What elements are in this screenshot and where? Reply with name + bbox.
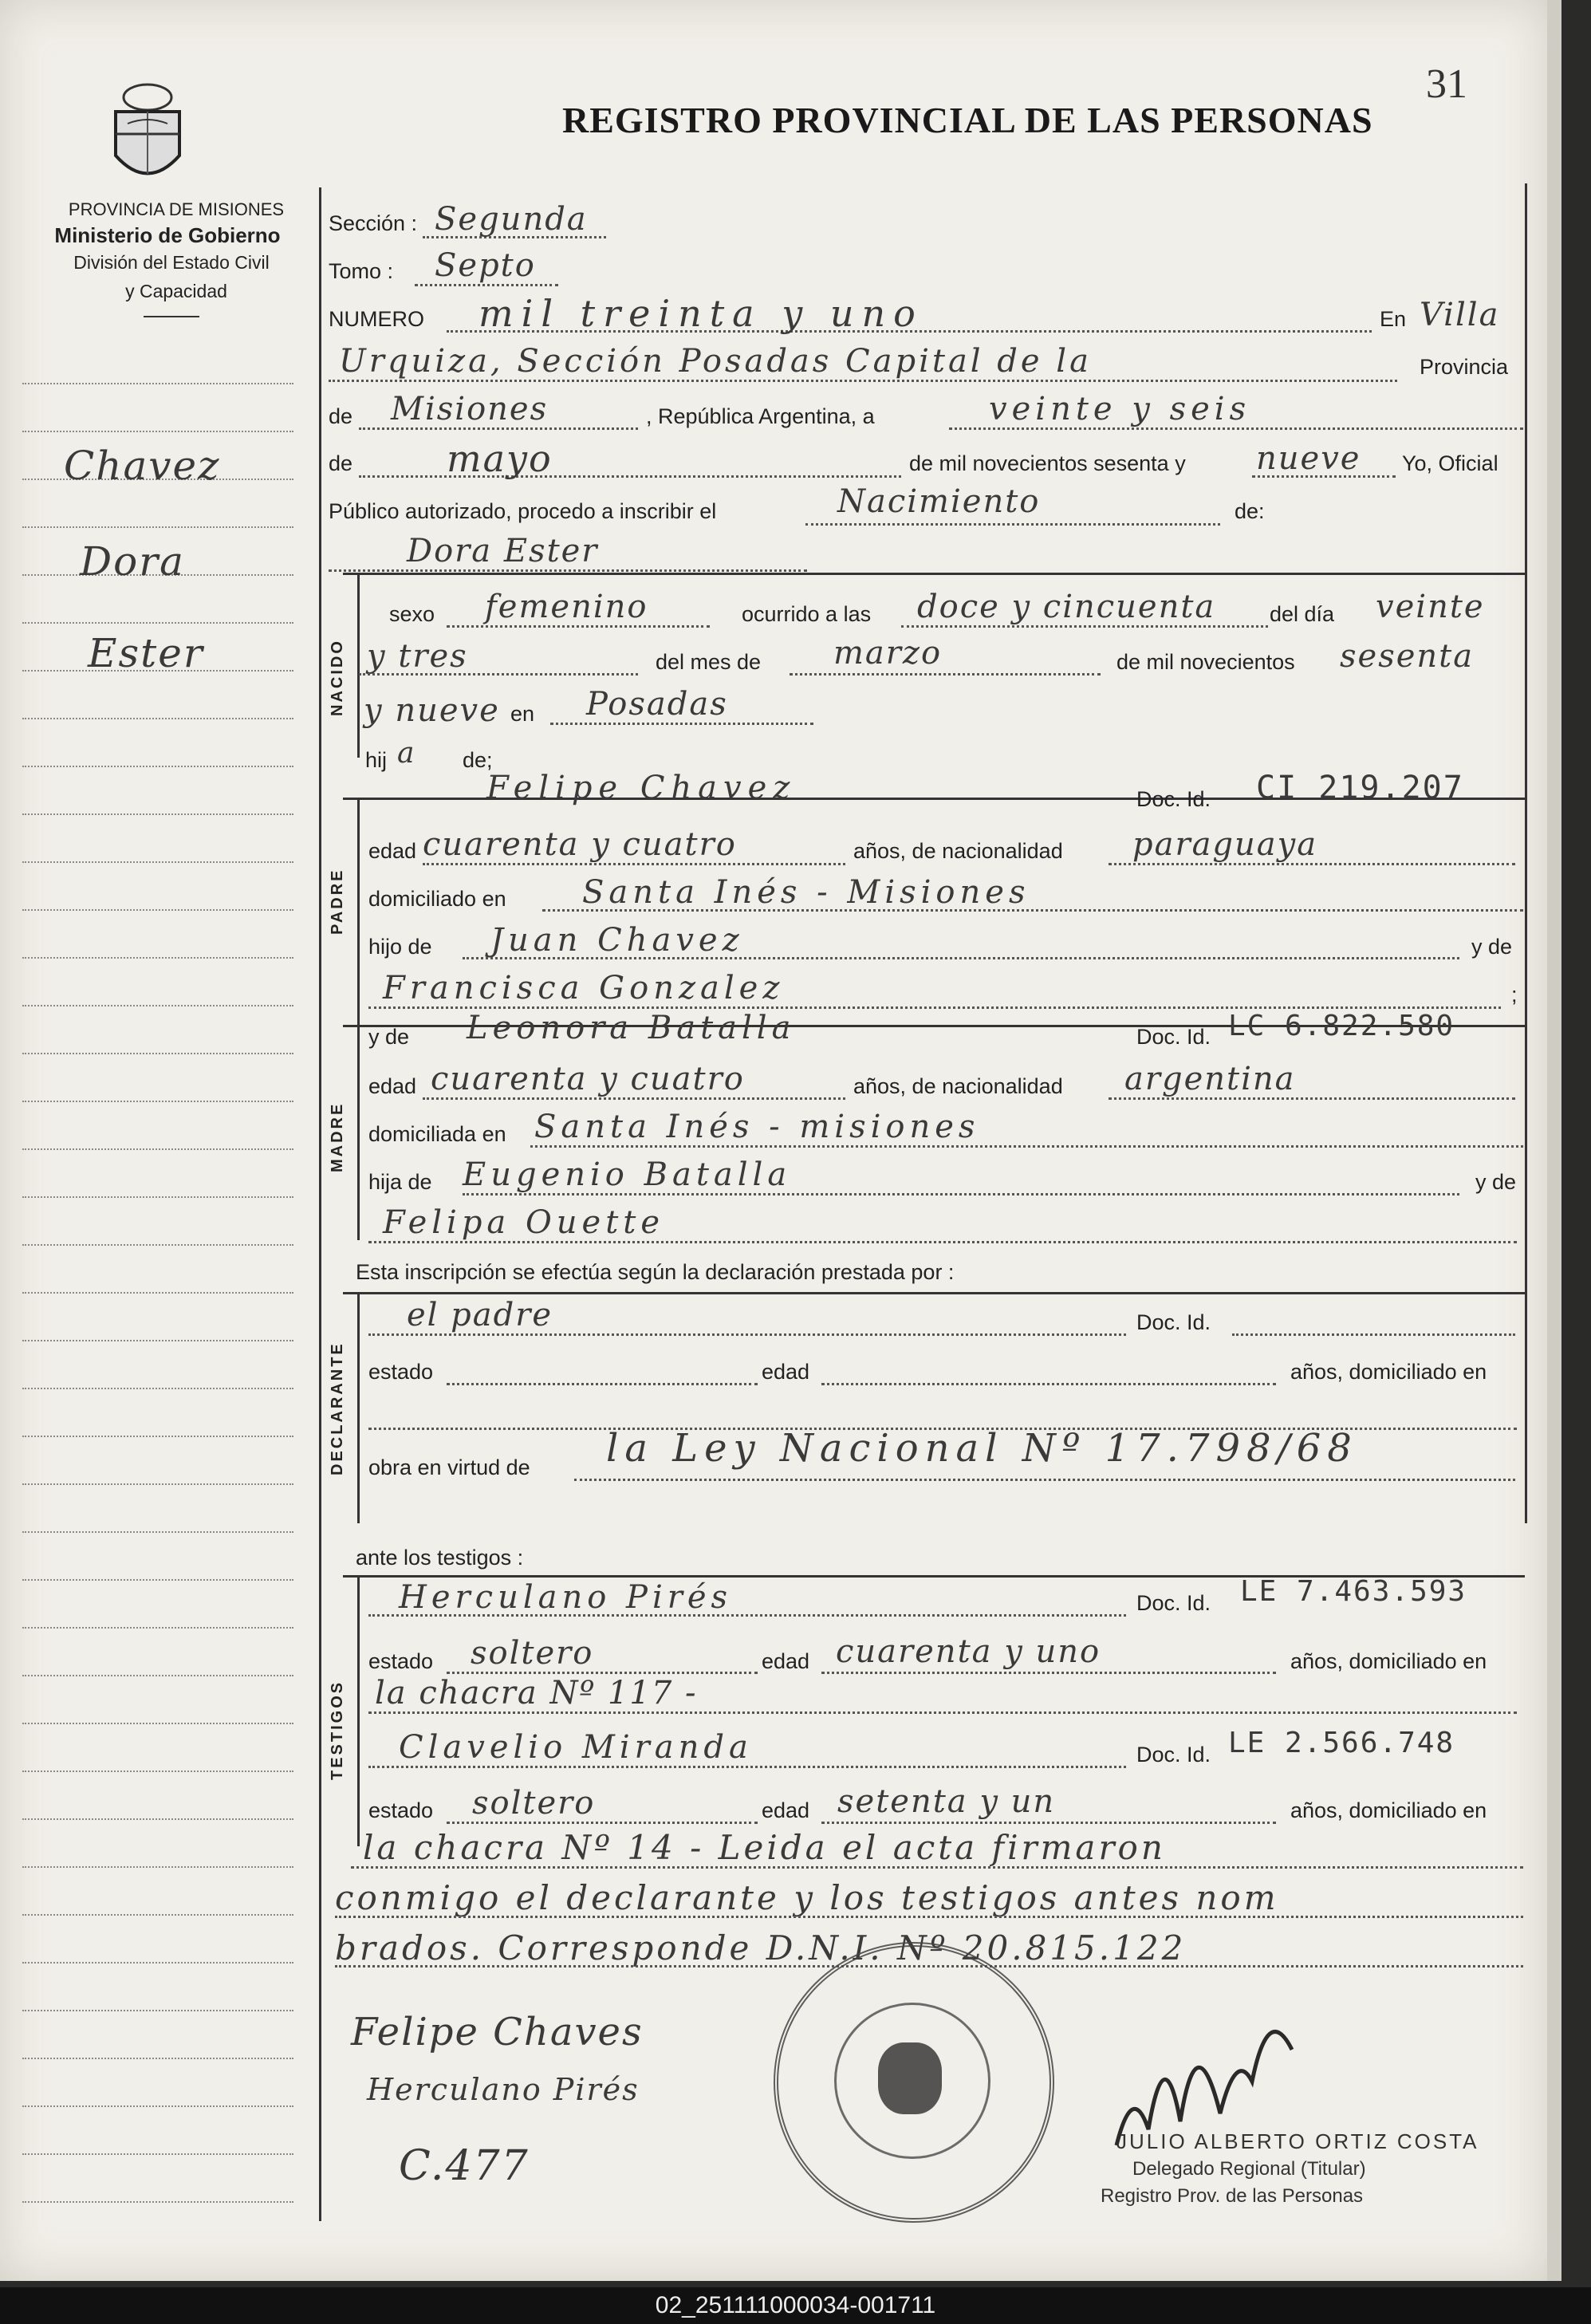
testigo2-estado-line [447, 1822, 758, 1824]
testigo1-line [368, 1614, 1126, 1617]
de-mil-label: de mil novecientos sesenta y [909, 451, 1186, 475]
lugar-line2-value: Urquiza, Sección Posadas Capital de la [339, 343, 1092, 380]
de-colon-label: de: [1235, 499, 1265, 523]
padre-hijo-de-value: Juan Chavez [490, 922, 744, 959]
declarante-section-label: DECLARANTE [329, 1341, 346, 1475]
nombre-line [329, 569, 807, 572]
declarante-estado-label: estado [368, 1360, 434, 1384]
sexo-value: femenino [485, 589, 648, 625]
madre-edad-label: edad [368, 1074, 417, 1098]
testigo1-edad-value: cuarenta y uno [836, 1633, 1101, 1670]
declarante-value: el padre [407, 1297, 553, 1333]
declarante-estado-line [447, 1383, 758, 1385]
padre-doc-value: CI 219.207 [1256, 770, 1464, 806]
padre-dom-label: domiciliado en [368, 887, 506, 911]
madre-y-de2-label: y de [1475, 1170, 1517, 1194]
numero-value: mil treinta y uno [478, 292, 923, 335]
de-sc-label: de; [463, 748, 493, 772]
nacido-divider [357, 573, 360, 758]
cierre-line1 [335, 1916, 1523, 1918]
testigo1-dom-line [368, 1711, 1517, 1714]
dia-value: veinte y seis [989, 391, 1251, 427]
padre-doc-label: Doc. Id. [1136, 787, 1211, 811]
padre-edad-value: cuarenta y cuatro [423, 826, 737, 863]
official-seal-stamp [774, 1942, 1054, 2223]
org-province: PROVINCIA DE MISIONES [68, 199, 285, 219]
madre-doc-value: LC 6.822.580 [1228, 1010, 1455, 1042]
anio-nac-value: sesenta [1340, 638, 1475, 675]
firma-declarante: Felipe Chaves [351, 2010, 644, 2054]
en-label: En [1380, 307, 1407, 331]
org-divider [144, 316, 199, 317]
org-division: División del Estado Civil [73, 252, 270, 273]
madre-dom-value: Santa Inés - misiones [534, 1109, 980, 1145]
hij-label: hij [365, 748, 388, 772]
firma-testigo2: C.477 [399, 2142, 530, 2190]
madre-nac-line [1109, 1097, 1515, 1100]
margin-surname: Chavez [64, 443, 221, 489]
testigos-label: ante los testigos : [356, 1546, 524, 1570]
nacido-section-label: NACIDO [329, 639, 346, 716]
de-mil2-label: de mil novecientos [1116, 650, 1295, 674]
testigo2-doc-value: LE 2.566.748 [1228, 1727, 1455, 1759]
madre-edad-value: cuarenta y cuatro [431, 1061, 745, 1097]
del-mes-label: del mes de [656, 650, 762, 674]
declarante-doc-line [1232, 1333, 1515, 1336]
cierre1-value: conmigo el declarante y los testigos antes nom [335, 1878, 1279, 1917]
testigo1-dom-value: la chacra Nº 117 - [375, 1675, 698, 1711]
cierre-line0 [351, 1866, 1523, 1869]
testigo1-dom-label: años, domiciliado en [1290, 1649, 1487, 1673]
dia-line [949, 427, 1523, 430]
anio-value: nueve [1256, 440, 1361, 477]
provincia-label: Provincia [1420, 355, 1509, 379]
acto-value: Nacimiento [837, 483, 1041, 520]
hora-line [901, 625, 1268, 628]
en-nac-label: en [510, 702, 535, 726]
publico-label: Público autorizado, procedo a inscribir el [329, 499, 717, 523]
declarante-doc-label: Doc. Id. [1136, 1310, 1211, 1334]
testigo2-edad-label: edad [762, 1798, 810, 1822]
ley-value: la Ley Nacional Nº 17.798/68 [606, 1426, 1358, 1471]
org-ministry: Ministerio de Gobierno [54, 223, 281, 247]
nacido-top-rule [343, 573, 1525, 575]
lugar-nac-line [550, 723, 813, 725]
hij-value: a [397, 737, 416, 770]
firma-testigo1: Herculano Pirés [367, 2072, 640, 2107]
padre-y-de-value: Francisca Gonzalez [383, 970, 785, 1006]
page-number: 31 [1426, 61, 1467, 107]
cierre2-value: brados. Corresponde D.N.I. Nº 20.815.122 [335, 1928, 1187, 1968]
madre-hija-de-label: hija de [368, 1170, 432, 1194]
document-title: REGISTRO PROVINCIAL DE LAS PERSONAS [562, 100, 1373, 140]
padre-divider [357, 798, 360, 1029]
madre-section-label: MADRE [329, 1101, 346, 1172]
madre-edad-line [423, 1097, 845, 1100]
padre-edad-label: edad [368, 839, 417, 863]
inscripcion-label: Esta inscripción se efectúa según la declaración prestada por : [356, 1260, 955, 1284]
image-caption: 02_251111000034-001711 [0, 2287, 1591, 2324]
padre-y-de-line [368, 1006, 1501, 1009]
dia-nac2-value: y tres [367, 638, 468, 675]
nombre-value: Dora Ester [407, 533, 599, 569]
form-left-border [319, 187, 321, 2221]
madre-dom-label: domiciliada en [368, 1122, 506, 1146]
coat-of-arms-icon [104, 80, 191, 191]
padre-edad-line [423, 863, 845, 865]
testigo2-value: Clavelio Miranda [399, 1729, 753, 1766]
en-value: Villa [1420, 297, 1500, 333]
padre-nac-line [1109, 863, 1515, 865]
official-registry: Registro Prov. de las Personas [1101, 2185, 1364, 2207]
de-label: de [329, 404, 353, 428]
obra-label: obra en virtud de [368, 1455, 530, 1479]
declarante-edad-line [821, 1383, 1276, 1385]
lugar-nac-value: Posadas [586, 686, 728, 723]
madre-divider [357, 1025, 360, 1240]
numero-label: NUMERO [329, 307, 424, 331]
republica-label: , República Argentina, a [646, 404, 875, 428]
dia-nac-value: veinte [1376, 589, 1485, 625]
ocurrido-label: ocurrido a las [742, 602, 872, 626]
margin-first-name: Dora [80, 538, 185, 585]
madre-y-de-value: Felipa Ouette [383, 1204, 665, 1241]
seccion-label: Sección : [329, 211, 418, 235]
mes-nac-value: marzo [833, 635, 943, 672]
semicolon: ; [1511, 983, 1518, 1006]
madre-doc-label: Doc. Id. [1136, 1025, 1211, 1049]
testigo1-edad-label: edad [762, 1649, 810, 1673]
padre-hijo-de-label: hijo de [368, 935, 432, 959]
declarante-divider [357, 1292, 360, 1523]
tomo-line [415, 284, 558, 286]
padre-y-de-label: y de [1471, 935, 1513, 959]
form-right-border [1525, 183, 1527, 1523]
testigo1-estado-value: soltero [471, 1635, 594, 1672]
madre-nac-value: argentina [1124, 1061, 1296, 1097]
testigo2-doc-label: Doc. Id. [1136, 1743, 1211, 1767]
declarante-line [368, 1333, 1126, 1336]
obra-line [574, 1479, 1515, 1481]
acto-line [805, 523, 1220, 526]
seccion-value: Segunda [435, 201, 588, 238]
testigos-divider [357, 1575, 360, 1846]
declarante-top-rule [343, 1292, 1525, 1294]
testigo1-estado-line [447, 1672, 758, 1674]
mes-line [359, 475, 901, 478]
lugar-line2 [329, 380, 1397, 382]
padre-dom-value: Santa Inés - Misiones [582, 874, 1030, 911]
madre-nombre-value: Leonora Batalla [467, 1010, 796, 1046]
dia-nac2-line [359, 673, 638, 676]
testigos-section-label: TESTIGOS [329, 1680, 346, 1780]
yo-oficial-label: Yo, Oficial [1402, 451, 1498, 475]
testigo1-doc-label: Doc. Id. [1136, 1591, 1211, 1615]
tomo-value: Septo [435, 247, 536, 284]
madre-hija-de-value: Eugenio Batalla [463, 1156, 792, 1193]
de-mes-label: de [329, 451, 353, 475]
testigo1-doc-value: LE 7.463.593 [1240, 1575, 1467, 1608]
madre-hija-de-line [463, 1193, 1459, 1195]
mes-value: mayo [447, 437, 553, 480]
del-dia-label: del día [1270, 602, 1335, 626]
official-title: Delegado Regional (Titular) [1132, 2158, 1366, 2180]
padre-nac-label: años, de nacionalidad [853, 839, 1063, 863]
madre-nac-label: años, de nacionalidad [853, 1074, 1063, 1098]
tomo-label: Tomo : [329, 259, 394, 283]
testigo2-edad-line [821, 1822, 1276, 1824]
padre-section-label: PADRE [329, 868, 346, 935]
provincia-line [359, 427, 638, 430]
testigo2-estado-value: soltero [472, 1785, 596, 1822]
testigo2-line [368, 1766, 1126, 1768]
mes-nac-line [790, 673, 1101, 676]
hora-value: doce y cincuenta [917, 589, 1216, 625]
sexo-line [447, 625, 710, 628]
org-capacidad: y Capacidad [125, 281, 227, 301]
margin-second-name: Ester [88, 630, 204, 676]
declarante-dom-label: años, domiciliado en [1290, 1360, 1487, 1384]
anio-nac2-value: y nueve [364, 692, 500, 729]
testigo2-estado-label: estado [368, 1798, 434, 1822]
padre-nac-value: paraguaya [1132, 826, 1318, 863]
provincia-value: Misiones [391, 391, 549, 427]
madre-y-de-line [368, 1241, 1517, 1243]
testigo1-estado-label: estado [368, 1649, 434, 1673]
testigo1-edad-line [821, 1672, 1276, 1674]
madre-dom-line [530, 1145, 1523, 1148]
sexo-label: sexo [389, 602, 435, 626]
official-name: JULIO ALBERTO ORTIZ COSTA [1116, 2129, 1479, 2153]
madre-y-de-label: y de [368, 1025, 410, 1049]
testigo2-dom-label: años, domiciliado en [1290, 1798, 1487, 1822]
declarante-edad-label: edad [762, 1360, 810, 1384]
testigo1-value: Herculano Pirés [399, 1579, 733, 1616]
testigo2-edad-value: setenta y un [837, 1783, 1056, 1820]
padre-nombre-value: Felipe Chavez [486, 770, 797, 806]
testigo2-dom-value: la chacra Nº 14 - Leida el acta firmaron [363, 1828, 1166, 1867]
